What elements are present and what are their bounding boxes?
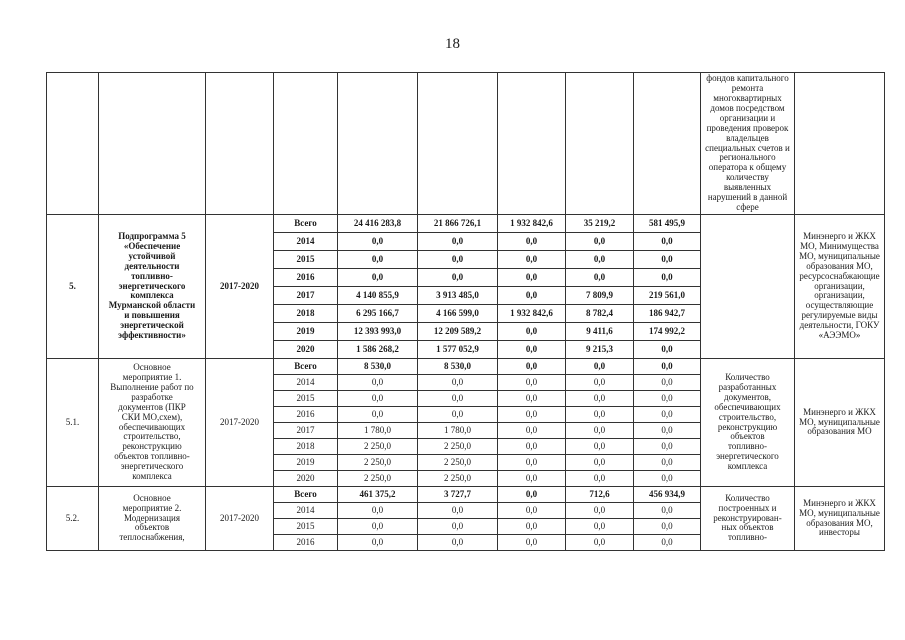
value-cell: 0,0 [338,503,418,519]
year-label: 2017 [274,287,338,305]
value-cell: 0,0 [338,535,418,551]
value-cell: 12 209 589,2 [418,323,498,341]
value-cell: 21 866 726,1 [418,215,498,233]
value-cell: 0,0 [498,323,566,341]
row-period: 2017-2020 [206,359,274,487]
year-label: 2016 [274,269,338,287]
value-cell: 0,0 [566,519,634,535]
value-cell: 0,0 [498,391,566,407]
value-cell: 24 416 283,8 [338,215,418,233]
year-label: 2014 [274,375,338,391]
value-cell: 1 932 842,6 [498,215,566,233]
value-cell: 8 530,0 [338,359,418,375]
row-number: 5.2. [47,487,99,551]
year-label: 2020 [274,341,338,359]
value-cell: 0,0 [566,535,634,551]
value-cell: 0,0 [634,503,701,519]
value-cell: 1 780,0 [418,423,498,439]
row-title: Подпрограмма 5 «Обеспечение устойчивой деятельности топливно- энергетического комплекса Мурманской области и повышения энергетической эффективности» [99,215,206,359]
value-cell: 0,0 [634,375,701,391]
value-cell: 0,0 [498,359,566,375]
value-cell: 0,0 [634,391,701,407]
value-cell: 0,0 [498,519,566,535]
table-row [47,215,885,233]
year-label: 2014 [274,503,338,519]
value-cell: 0,0 [634,341,701,359]
value-cell: 219 561,0 [634,287,701,305]
row-executors: Минэнерго и ЖКХ МО, муниципальные образования МО, инвесторы [795,487,885,551]
year-label: 2015 [274,391,338,407]
value-cell: 174 992,2 [634,323,701,341]
row-executors: Минэнерго и ЖКХ МО, Минимущества МО, муниципальные образования МО, ресурсоснабжающие организации, организации, осуществляющие регулируемые виды деятельности, ГОКУ «АЭЭМО» [795,215,885,359]
value-cell: 0,0 [566,233,634,251]
value-cell: 0,0 [634,251,701,269]
row-number: 5. [47,215,99,359]
value-cell: 0,0 [338,375,418,391]
value-cell: 0,0 [498,423,566,439]
value-cell: 186 942,7 [634,305,701,323]
value-cell: 0,0 [418,251,498,269]
year-label: 2016 [274,535,338,551]
continuation-indicator: фондов капитального ремонта многоквартирных домов посредством организации и проведения проверок владельцев специальных счетов и регионального оператора к общему количеству выявленных нарушений в данной сфере [701,73,795,215]
table-row [47,359,885,375]
value-cell: 9 215,3 [566,341,634,359]
value-cell: 6 295 166,7 [338,305,418,323]
row-indicator [701,215,795,359]
row-indicator: Количество построенных и реконструирован- ных объектов топливно- [701,487,795,551]
value-cell: 0,0 [498,535,566,551]
value-cell: 0,0 [338,233,418,251]
value-cell: 0,0 [634,359,701,375]
value-cell: 0,0 [338,519,418,535]
value-cell: 0,0 [634,439,701,455]
value-cell: 461 375,2 [338,487,418,503]
row-executors: Минэнерго и ЖКХ МО, муниципальные образования МО [795,359,885,487]
value-cell: 0,0 [566,269,634,287]
value-cell: 0,0 [634,233,701,251]
year-label: 2018 [274,439,338,455]
value-cell: 0,0 [566,423,634,439]
value-cell: 8 782,4 [566,305,634,323]
value-cell: 0,0 [498,487,566,503]
value-cell: 0,0 [634,407,701,423]
value-cell: 8 530,0 [418,359,498,375]
value-cell: 2 250,0 [418,471,498,487]
value-cell: 1 932 842,6 [498,305,566,323]
year-label: Всего [274,359,338,375]
year-label: 2014 [274,233,338,251]
value-cell: 0,0 [418,519,498,535]
year-label: 2019 [274,323,338,341]
value-cell: 0,0 [498,455,566,471]
value-cell: 0,0 [566,359,634,375]
value-cell: 0,0 [634,535,701,551]
value-cell: 7 809,9 [566,287,634,305]
value-cell: 0,0 [498,375,566,391]
value-cell: 9 411,6 [566,323,634,341]
row-period: 2017-2020 [206,487,274,551]
value-cell: 0,0 [498,233,566,251]
value-cell: 0,0 [418,269,498,287]
year-label: Всего [274,215,338,233]
value-cell: 0,0 [418,233,498,251]
continuation-row [47,73,885,215]
row-title: Основное мероприятие 1. Выполнение работ по разработке документов (ПКР СКИ МО,схем), обеспечивающих строительство, реконструкцию объектов топливно- энергетического комплекса [99,359,206,487]
value-cell: 0,0 [566,407,634,423]
table-row [47,487,885,503]
value-cell: 456 934,9 [634,487,701,503]
value-cell: 2 250,0 [338,439,418,455]
value-cell: 3 913 485,0 [418,287,498,305]
value-cell: 0,0 [498,287,566,305]
value-cell: 0,0 [498,439,566,455]
value-cell: 0,0 [566,251,634,269]
value-cell: 0,0 [418,503,498,519]
value-cell: 0,0 [498,341,566,359]
value-cell: 0,0 [566,471,634,487]
value-cell: 0,0 [498,407,566,423]
program-table [46,72,885,551]
year-label: 2015 [274,519,338,535]
value-cell: 0,0 [498,269,566,287]
value-cell: 0,0 [498,503,566,519]
value-cell: 0,0 [634,519,701,535]
value-cell: 0,0 [498,251,566,269]
row-title: Основное мероприятие 2. Модернизация объектов теплоснабжения, [99,487,206,551]
value-cell: 0,0 [338,269,418,287]
value-cell: 0,0 [338,391,418,407]
year-label: 2019 [274,455,338,471]
value-cell: 2 250,0 [418,439,498,455]
value-cell: 0,0 [566,391,634,407]
value-cell: 35 219,2 [566,215,634,233]
value-cell: 0,0 [418,407,498,423]
value-cell: 4 140 855,9 [338,287,418,305]
value-cell: 4 166 599,0 [418,305,498,323]
value-cell: 0,0 [338,251,418,269]
value-cell: 1 586 268,2 [338,341,418,359]
value-cell: 1 780,0 [338,423,418,439]
year-label: 2015 [274,251,338,269]
value-cell: 0,0 [634,455,701,471]
row-indicator: Количество разработанных документов, обеспечивающих строительство, реконструкцию объектов топливно- энергетического комплекса [701,359,795,487]
row-period: 2017-2020 [206,215,274,359]
value-cell: 12 393 993,0 [338,323,418,341]
value-cell: 0,0 [566,439,634,455]
value-cell: 2 250,0 [338,455,418,471]
value-cell: 0,0 [566,503,634,519]
value-cell: 0,0 [634,423,701,439]
value-cell: 0,0 [634,269,701,287]
value-cell: 581 495,9 [634,215,701,233]
value-cell: 3 727,7 [418,487,498,503]
year-label: 2018 [274,305,338,323]
value-cell: 0,0 [566,455,634,471]
row-number: 5.1. [47,359,99,487]
value-cell: 0,0 [498,471,566,487]
year-label: 2016 [274,407,338,423]
year-label: 2017 [274,423,338,439]
page-number: 18 [445,36,460,52]
value-cell: 2 250,0 [338,471,418,487]
value-cell: 0,0 [566,375,634,391]
value-cell: 0,0 [338,407,418,423]
value-cell: 0,0 [418,391,498,407]
year-label: 2020 [274,471,338,487]
value-cell: 0,0 [634,471,701,487]
value-cell: 1 577 052,9 [418,341,498,359]
value-cell: 712,6 [566,487,634,503]
year-label: Всего [274,487,338,503]
value-cell: 0,0 [418,375,498,391]
value-cell: 0,0 [418,535,498,551]
value-cell: 2 250,0 [418,455,498,471]
